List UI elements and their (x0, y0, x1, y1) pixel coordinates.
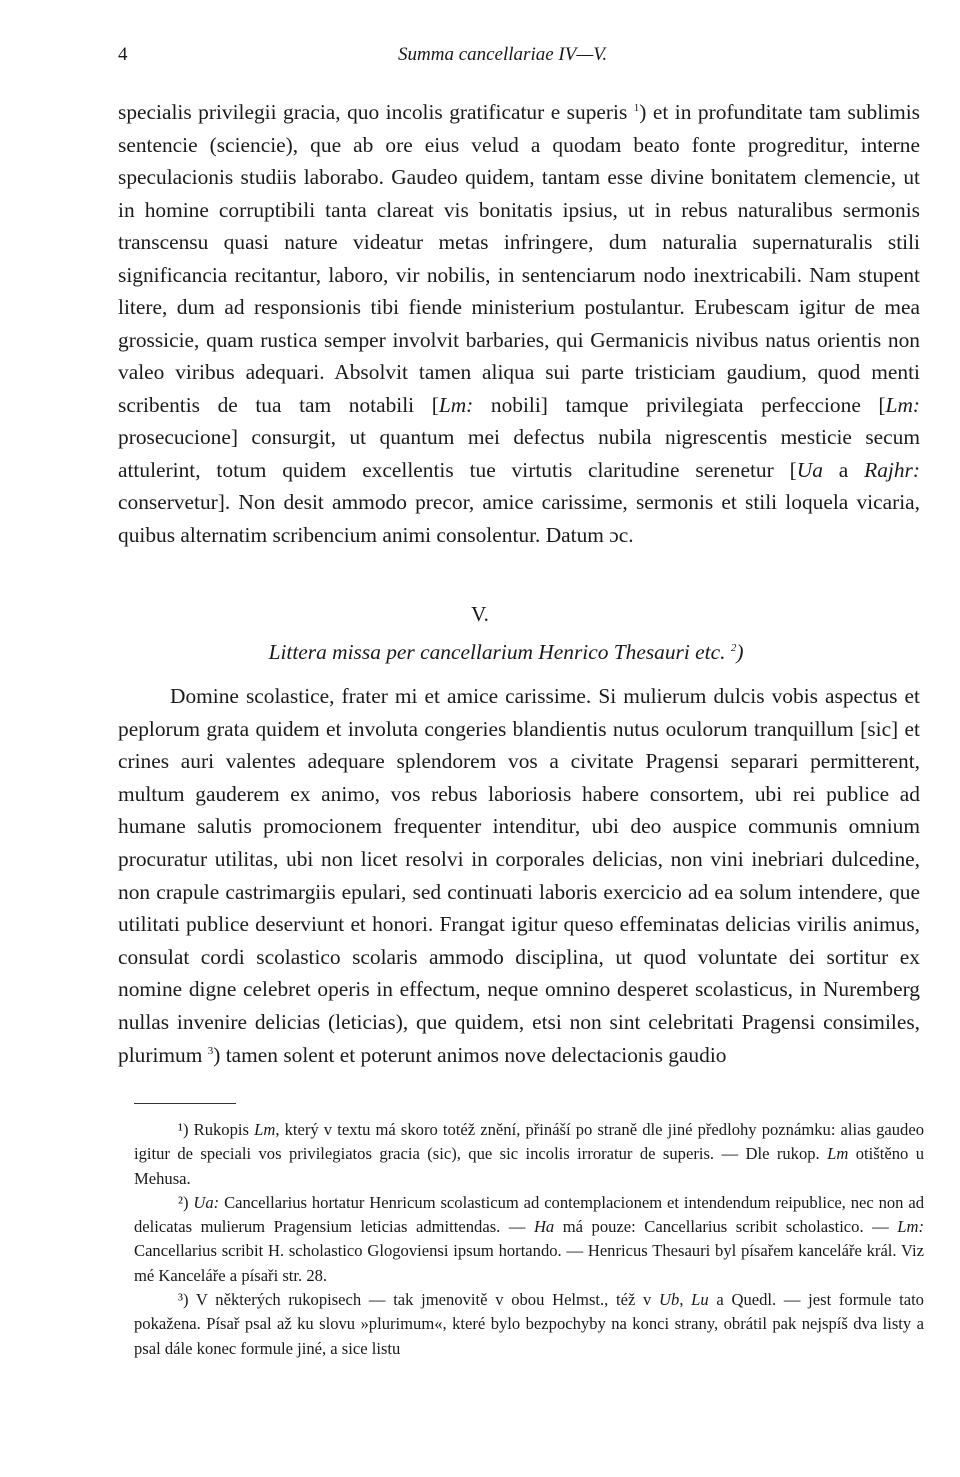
paragraph-1-text: prosecucione] consurgit, ut quantum mei defectus nubila nigrescentis mesticie secum attulerint, totum quidem excellentis tue virtutis claritudine serenetur [ (118, 425, 920, 482)
paragraph-1-text: conservetur]. Non desit ammodo precor, amice carissime, sermonis et stili loquela vicaria, quibus alternatim scribencium animi consolentur. Datum ɔc. (118, 490, 920, 547)
section-title: Littera missa per cancellarium Henrico Thesauri etc. $^2$) (268, 640, 744, 664)
footnote-text: Cancellarius scribit H. scholastico Glogoviensi ipsum hortando. — Henricus Thesauri byl písařem kanceláře král. Viz mé Kanceláře a písaři str. 28. (134, 1241, 924, 1285)
section-title-text: Littera missa per cancellarium Henrico Thesauri etc. (268, 640, 726, 664)
footnote-2 (134, 1191, 924, 1288)
footnote-text: , (679, 1290, 692, 1310)
footnote-text: a Quedl. — jest formule tato pokažena. Písař psal až ku slovu »plurimum«, které bylo bezpochyby na konci strany, obrátil pak nejspíš dva listy a psal dále konec formule jiné, a sice listu (134, 1290, 924, 1358)
footnote-ref-3: 3 (207, 1044, 214, 1057)
paragraph-1-text: specialis privilegii gracia, quo incolis gratificatur e superis (118, 100, 634, 124)
footnote-text: V některých rukopisech — tak jmenovitě v obou Helmst., též v (188, 1290, 660, 1310)
paragraph-2-text: Domine scolastice, frater mi et amice carissime. Si mulierum dulcis vobis aspectus et peplorum grata quidem et involuta congeries blandientis nutus oculorum tranquillum [sic] et crines auri valentes adequare splendorem vos a civitate Pragensi separari permitterent, multum gauderem ex animo, vos rebus laboriosis habere consortem, ubi rei publice ad humane salutis promocionem frequenter intenditur, ubi deo auspice communis omnium procuratur utilitas, ubi non licet resolvi in corporales delicias, non vini inebriari dulcedine, non crapule castrimargiis epulari, sed continuati laboris exercicio ad ea solum intendere, que utilitati publice deserviunt et honori. Frangat igitur queso effeminatas delicias virilis animus, consulat cordi scolastico scolaris ammodo disciplina, ut quod voluntate dei sortitur ex nomine digne celebret operis in effectum, neque omnino desperet scolasticus, in Nuremberg nullas invenire delicias (leticias), que quidem, etsi non sint celebritati Pragensi consimiles, plurimum (118, 684, 920, 1067)
footnote-1 (134, 1118, 924, 1191)
siglum: Ua: (193, 1192, 220, 1212)
siglum: Lm (827, 1144, 849, 1164)
footnote-mark: ³) (178, 1290, 189, 1310)
footnote-text: Cancellarius hortatur Henricum scolasticum ad contemplacionem et intendendum reipublice, nec non ad delicatas mulierum Pragensium leticias admittendas. — (134, 1192, 924, 1237)
paragraph-1-text: ) et in profunditate tam sublimis sentencie (sciencie), que ab ore eius velud a quodam beato fonte progreditur, interne speculacionis studiis laborabo. Gaudeo quidem, tantam esse divine bonitatem clemencie, ut in homine corruptibili tanta clareat vis bonitatis ipsius, ut in rebus naturalibus sermonis transcensu quasi nature videatur metas infringere, dum naturalia supernaturalis stili significancia recitantur, laboro, vir nobilis, in sentenciarum nodo inextricabili. Nam stupent litere, dum ad responsionis tibi fiende ministerium postulantur. Erubescam igitur de mea grossicie, quam rustica semper involvit barbaries, qui Germanicis nivibus natus orientis non valeo viribus adequari. Absolvit tamen aliqua sui parte tristiciam gaudium, quod menti scribentis de tua tam notabili [ (118, 100, 920, 417)
running-title: Summa cancellariae IV—V. (398, 44, 608, 65)
footnote-ref-1: 1 (633, 101, 640, 114)
footnote-divider (134, 1103, 236, 1104)
footnotes (134, 1118, 924, 1361)
running-header (118, 44, 838, 74)
siglum: Ub (659, 1290, 680, 1310)
siglum: Lm: (897, 1217, 924, 1237)
letter-text-block (118, 680, 920, 1071)
paragraph-2 (118, 680, 920, 1071)
siglum: Ua (796, 457, 823, 482)
footnote-mark: ¹) (178, 1120, 189, 1139)
paragraph-2-text: ) tamen solent et poterunt animos nove delectacionis gaudio (213, 1042, 727, 1067)
page-number: 4 (118, 44, 128, 65)
paragraph-1 (118, 96, 920, 551)
footnote-mark: ²) (178, 1192, 189, 1212)
siglum: Lm: (885, 392, 921, 417)
siglum: Ha (533, 1217, 555, 1237)
siglum: Rajhr: (864, 457, 920, 482)
paragraph-1-text: nobili] tamque privilegiata perfeccione [ (473, 392, 886, 417)
siglum: Lm: (438, 392, 474, 417)
section-number: V. (471, 602, 489, 626)
footnote-text: Rukopis (188, 1120, 255, 1139)
paragraph-1-text: a (822, 457, 865, 482)
footnote-text: , který v textu má skoro totéž znění, přináší po straně dle jiné předlohy poznámku: alias gaudeo igitur de speciali vos privilegiatos gracia (sic), que sic incolis irroratur de superis. — Dle rukop. (134, 1120, 925, 1164)
siglum: Lm (254, 1120, 276, 1139)
footnote-3 (134, 1288, 924, 1361)
footnote-text: otištěno u Mehusa. (134, 1144, 924, 1188)
footnote-ref-2: 2 (730, 641, 737, 654)
siglum: Lu (691, 1290, 709, 1310)
main-text-block (118, 96, 920, 551)
footnote-text: má pouze: Cancellarius scribit scholastico. — (554, 1217, 898, 1237)
